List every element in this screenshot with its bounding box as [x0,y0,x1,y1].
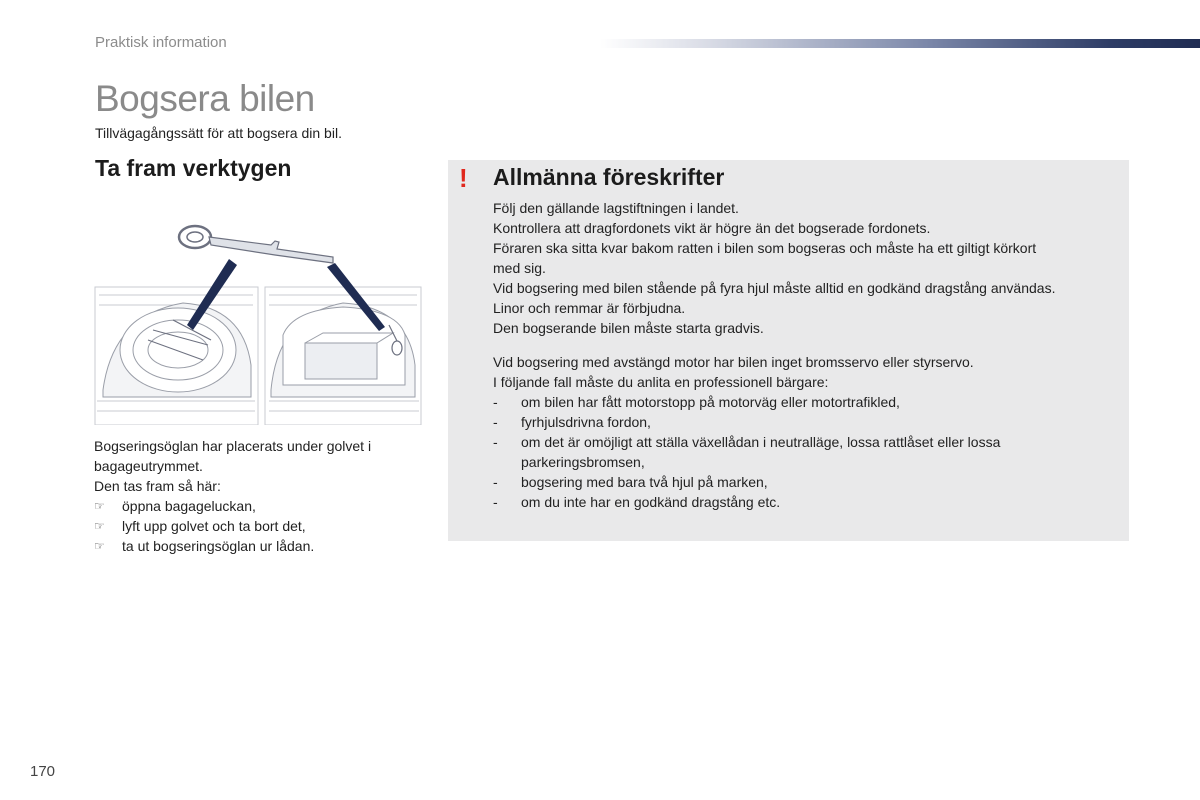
rule-line: Föraren ska sitta kvar bakom ratten i bilen som bogseras och måste ha ett giltigt körkort [493,240,1037,256]
dash-bullet: - [493,434,498,450]
step-item [94,496,414,516]
case-text: om du inte har en godkänd dragstång etc. [521,494,781,510]
case-item [493,392,1123,412]
rules-body [493,198,1123,512]
rule-line: Linor och remmar är förbjudna. [493,300,686,316]
pointing-hand-icon: ☞ [94,519,105,533]
section-label: Praktisk information [95,34,227,51]
description-line: bagageutrymmet. [94,458,203,474]
dash-bullet: - [493,474,498,490]
step-text: ta ut bogseringsöglan ur lådan. [122,538,315,554]
page-number: 170 [30,763,56,780]
pointing-hand-icon: ☞ [94,539,105,553]
dash-bullet: - [493,494,498,510]
case-text-continued: parkeringsbromsen, [521,454,645,470]
trunk-left-drawing [95,287,258,425]
case-text: om bilen har fått motorstopp på motorväg eller motortrafikled, [521,394,900,410]
case-item [493,432,1123,472]
case-text: fyrhjulsdrivna fordon, [521,414,651,430]
rule-line: med sig. [493,260,546,276]
step-text: öppna bagageluckan, [122,498,256,514]
page-title: Bogsera bilen [95,78,315,119]
step-item [94,536,414,556]
rule-line: Den bogserande bilen måste starta gradvis. [493,320,764,336]
step-text: lyft upp golvet och ta bort det, [122,518,306,534]
towing-eye-drawing [179,226,333,263]
dash-bullet: - [493,394,498,410]
rule-line: Vid bogsering med bilen stående på fyra hjul måste alltid en godkänd dragstång användas. [493,280,1056,296]
paragraph-gap [493,338,1123,352]
rule-line: Vid bogsering med avstängd motor har bilen inget bromsservo eller styrservo. [493,354,974,370]
pointing-hand-icon: ☞ [94,499,105,513]
exclamation-warning-icon: ! [459,163,468,193]
towing-eye-illustration [93,215,423,425]
case-text: om det är omöjligt att ställa växellådan i neutralläge, lossa rattlåset eller lossa [521,434,1001,450]
case-item [493,412,1123,432]
trunk-right-drawing [265,287,421,425]
case-text: bogsering med bara två hjul på marken, [521,474,768,490]
rule-line: I följande fall måste du anlita en professionell bärgare: [493,374,829,390]
rules-heading: Allmänna föreskrifter [493,164,725,190]
case-item [493,492,1123,512]
step-item [94,516,414,536]
tools-heading: Ta fram verktygen [95,155,292,181]
rule-line: Kontrollera att dragfordonets vikt är högre än det bogserade fordonets. [493,220,931,236]
rule-line: Följ den gällande lagstiftningen i landet. [493,200,739,216]
description-line: Den tas fram så här: [94,478,221,494]
description-line: Bogseringsöglan har placerats under golvet i [94,438,372,454]
tools-description [94,436,414,556]
page-subtitle: Tillvägagångssätt för att bogsera din bil. [95,125,342,141]
dash-bullet: - [493,414,498,430]
header-gradient-bar [600,39,1200,48]
case-item [493,472,1123,492]
